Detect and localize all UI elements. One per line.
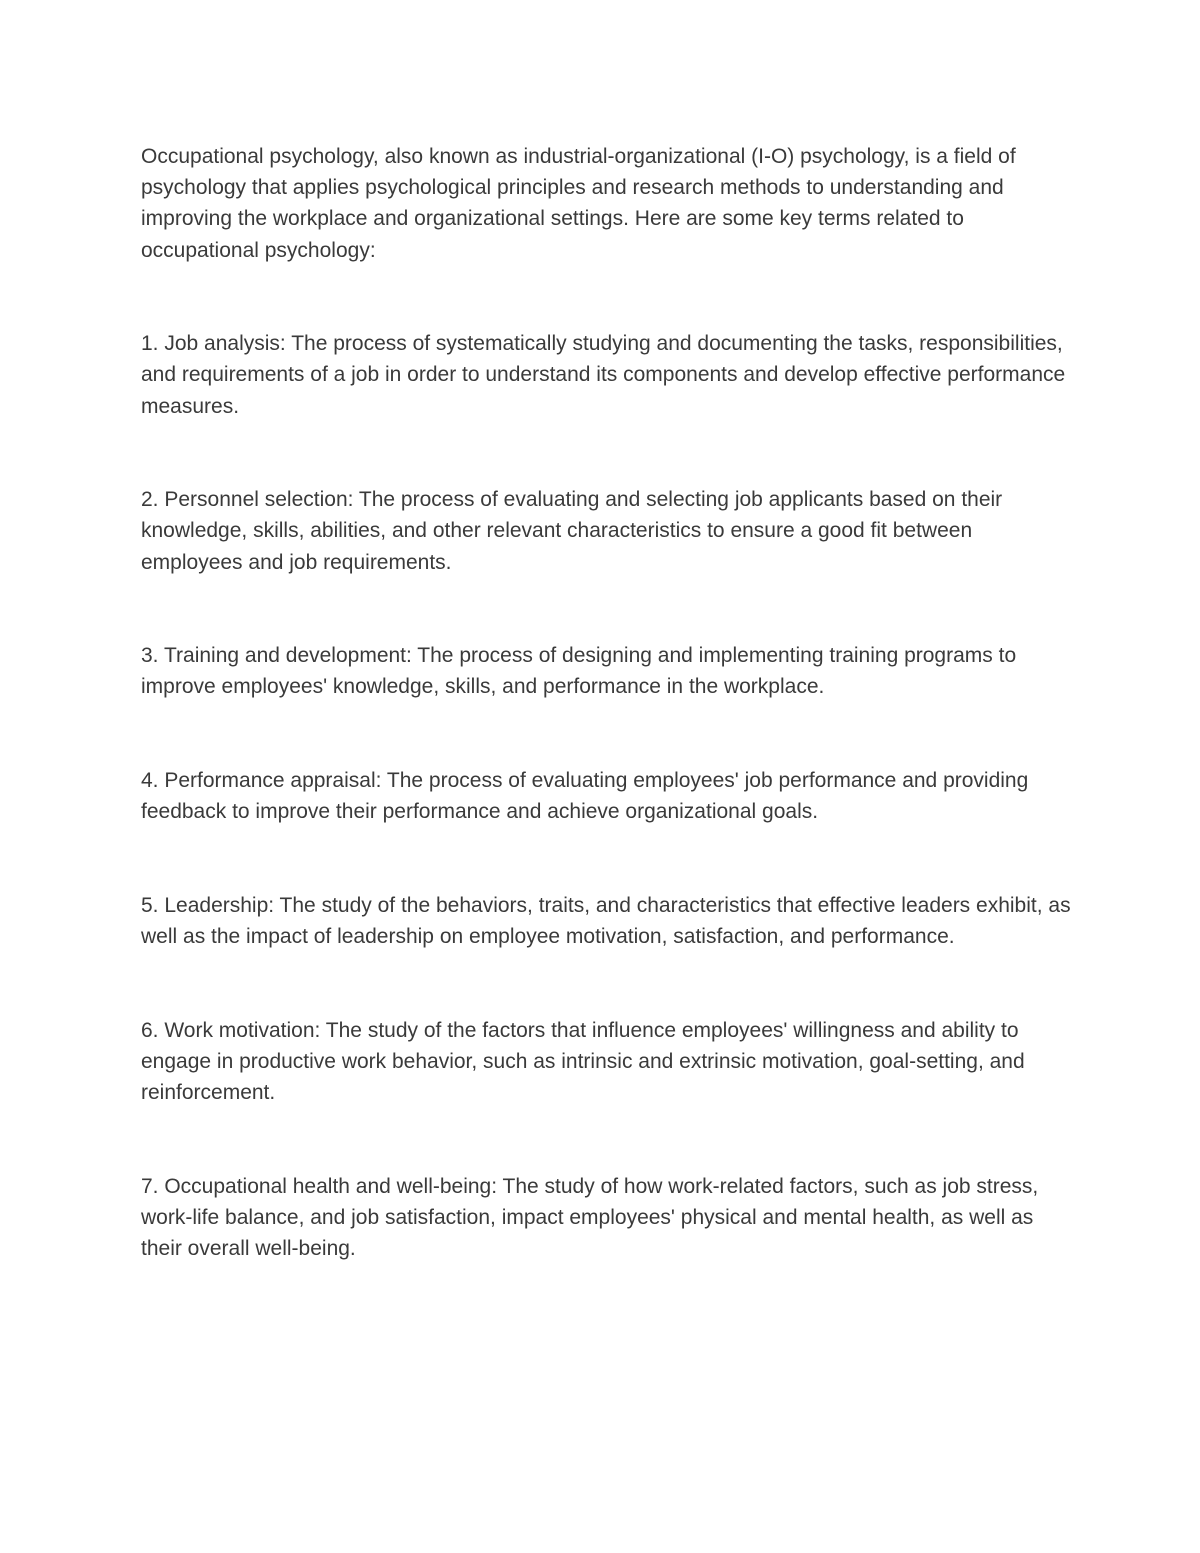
term-training-and-development: 3. Training and development: The process of designing and implementing training programs to improve employees' knowledge, skills, and performance in the workplace. [141,644,1017,699]
intro-paragraph: Occupational psychology, also known as industrial-organizational (I-O) psychology, is a field of psychology that applies psychological principles and research methods to understanding and improving the workplace and organizational settings. Here are some key terms related to occupational psychology: [141,145,1016,262]
document-body [141,141,1071,1264]
term-leadership: 5. Leadership: The study of the behaviors, traits, and characteristics that effective leaders exhibit, as well as the impact of leadership on employee motivation, satisfaction, and performance. [141,893,1071,948]
term-occupational-health: 7. Occupational health and well-being: The study of how work-related factors, such as job stress, work-life balance, and job satisfaction, impact employees' physical and mental health, as well as their overall well-being. [141,1174,1039,1260]
term-performance-appraisal: 4. Performance appraisal: The process of evaluating employees' job performance and providing feedback to improve their performance and achieve organizational goals. [141,769,1029,824]
term-work-motivation: 6. Work motivation: The study of the factors that influence employees' willingness and ability to engage in productive work behavior, such as intrinsic and extrinsic motivation, goal-setting, and reinforcement. [141,1018,1025,1104]
term-job-analysis: 1. Job analysis: The process of systematically studying and documenting the tasks, responsibilities, and requirements of a job in order to understand its components and develop effective performance measures. [141,332,1066,418]
term-personnel-selection: 2. Personnel selection: The process of evaluating and selecting job applicants based on their knowledge, skills, abilities, and other relevant characteristics to ensure a good fit between employees and job requirements. [141,488,1003,574]
